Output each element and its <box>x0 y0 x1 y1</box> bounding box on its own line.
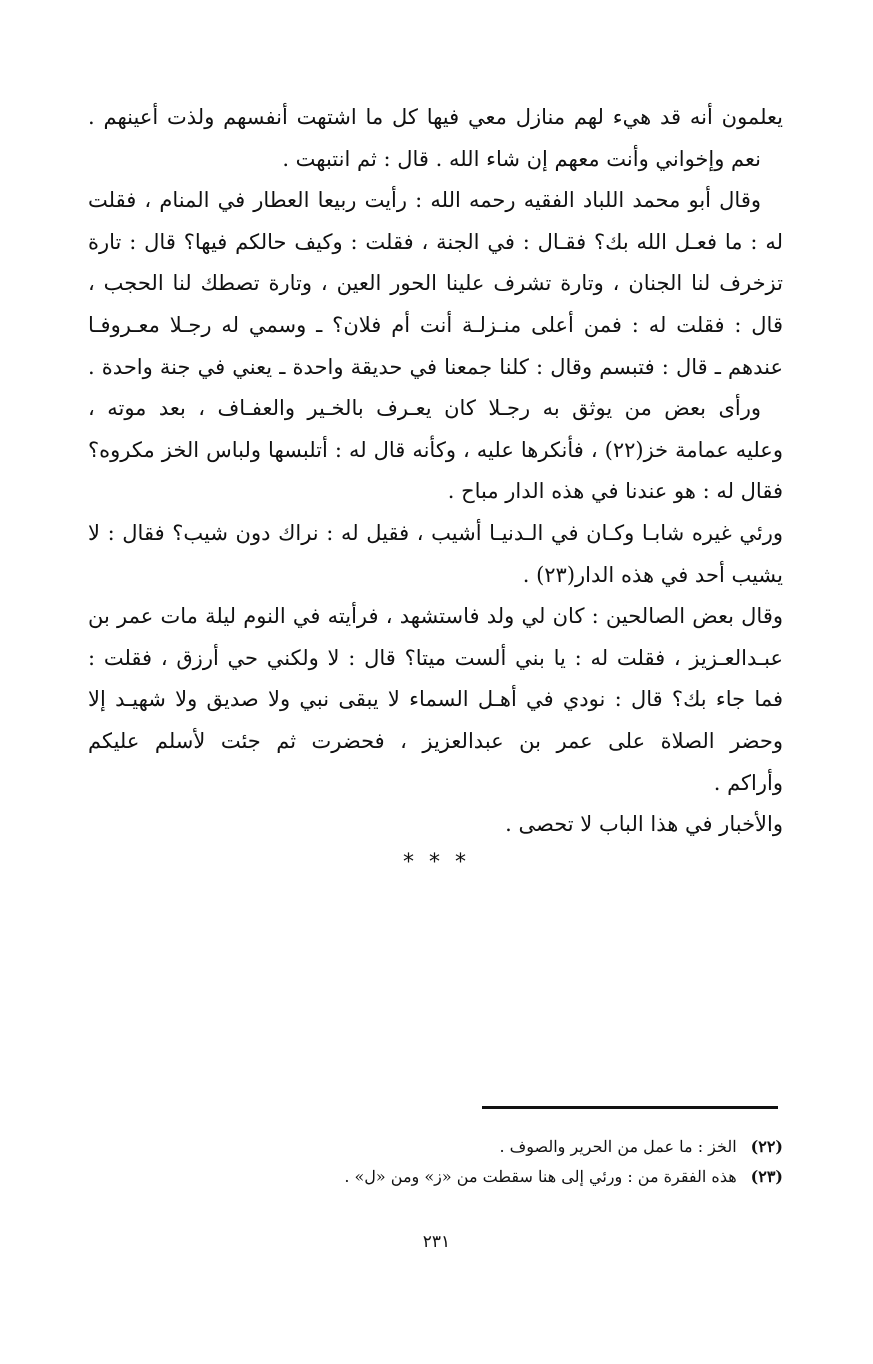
footnote <box>200 1132 783 1162</box>
text-line: يشيب أحد في هذه الدار(٢٣) . <box>522 562 783 587</box>
body-text <box>88 97 783 846</box>
footnote-number: (٢٣) <box>750 1167 783 1186</box>
text-line: وأراكم . <box>713 770 783 795</box>
text-line: تزخرف لنا الجنان ، وتارة تشرف علينا الحور العين ، وتارة تصطك لنا الحجب ، <box>88 271 783 296</box>
footnotes <box>200 1132 783 1192</box>
text-line: عبـدالعـزيز ، فقلت له : يا بني ألست ميتا؟ قال : لا ولكني حي أرزق ، فقلت : <box>88 645 783 670</box>
footnote-text: الخز : ما عمل من الحرير والصوف . <box>499 1137 737 1156</box>
text-line: له : ما فعـل الله بك؟ فقـال : في الجنة ، فقلت : وكيف حالكم فيها؟ قال : تارة <box>88 229 783 254</box>
text-line: فقال له : هو عندنا في هذه الدار مباح . <box>447 479 783 504</box>
text-line: وقال أبو محمد اللباد الفقيه رحمه الله : رأيت ربيعا العطار في المنام ، فقلت <box>88 188 761 213</box>
text-line: وعليه عمامة خز(٢٢) ، فأنكرها عليه ، وكأنه قال له : أتلبسها ولباس الخز مكروه؟ <box>88 437 783 462</box>
text-line: والأخبار في هذا الباب لا تحصى . <box>505 812 783 837</box>
text-line: عندهم ـ قال : فتبسم وقال : كلنا جمعنا في حديقة واحدة ـ يعني في جنة واحدة . <box>88 354 783 379</box>
footnote <box>200 1162 783 1192</box>
text-line: ورأى بعض من يوثق به رجـلا كان يعـرف بالخـير والعفـاف ، بعد موته ، <box>88 396 761 421</box>
section-separator: * * * <box>403 850 470 875</box>
text-line: وقال بعض الصالحين : كان لي ولد فاستشهد ، فرأيته في النوم ليلة مات عمر بن <box>88 604 783 629</box>
text-line: فما جاء بك؟ قال : نودي في أهـل السماء لا يبقى نبي ولا صديق ولا شهيـد إلا <box>88 687 783 712</box>
text-line: ورئي غيره شابـا وكـان في الـدنيـا أشيب ، فقيل له : نراك دون شيب؟ فقال : لا <box>88 520 783 545</box>
text-line: وحضر الصلاة على عمر بن عبدالعزيز ، فحضرت ثم جئت لأسلم عليكم <box>88 728 783 753</box>
text-line: نعم وإخواني وأنت معهم إن شاء الله . قال : ثم انتبهت . <box>282 146 761 171</box>
footnote-rule <box>482 1106 778 1109</box>
footnote-text: هذه الفقرة من : ورئي إلى هنا سقطت من «ز» ومن «ل» . <box>344 1167 737 1186</box>
text-line: يعلمون أنه قد هيء لهم منازل معي فيها كل ما اشتهت أنفسهم ولذت أعينهم . <box>88 105 783 129</box>
text-line: قال : فقلت له : فمن أعلى منـزلـة أنت أم فلان؟ ـ وسمي له رجـلا معـروفـا <box>88 312 783 337</box>
footnote-number: (٢٢) <box>750 1137 783 1156</box>
page-number: ٢٣١ <box>422 1232 451 1252</box>
